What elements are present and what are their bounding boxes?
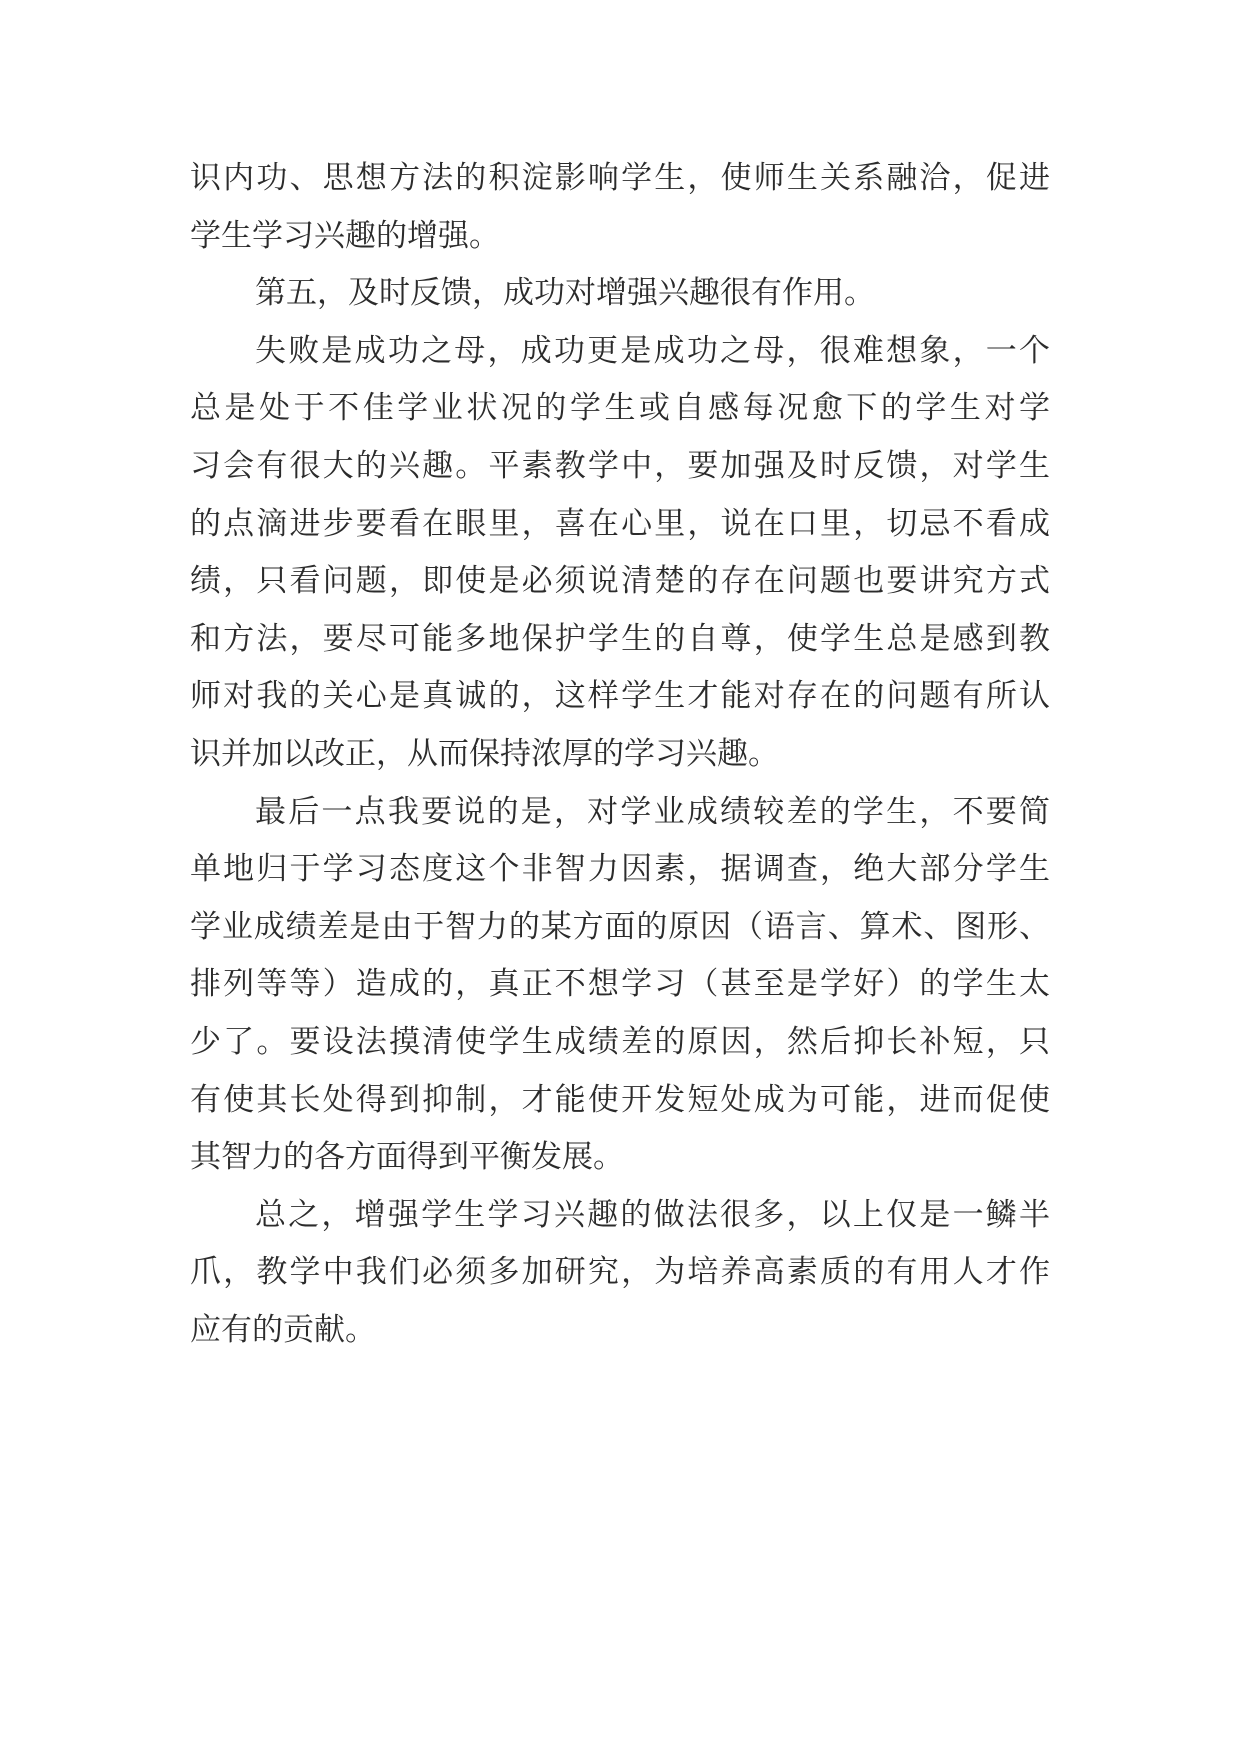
- text-line: 有使其长处得到抑制，才能使开发短处成为可能，进而促使: [190, 1081, 1050, 1118]
- text-line: 总之，增强学生学习兴趣的做法很多，以上仅是一鳞半: [255, 1196, 1050, 1233]
- text-line: 的点滴进步要看在眼里，喜在心里，说在口里，切忌不看成: [190, 505, 1050, 542]
- text-line: 师对我的关心是真诚的，这样学生才能对存在的问题有所认: [190, 678, 1050, 715]
- text-line: 单地归于学习态度这个非智力因素，据调查，绝大部分学生: [190, 851, 1050, 888]
- body-text: [190, 150, 1050, 1359]
- text-line: 习会有很大的兴趣。平素教学中，要加强及时反馈，对学生: [190, 447, 1050, 484]
- text-line: 其智力的各方面得到平衡发展。: [190, 1139, 624, 1176]
- text-line: 识内功、思想方法的积淀影响学生，使师生关系融洽，促进: [190, 160, 1050, 196]
- text-line: 少了。要设法摸清使学生成绩差的原因，然后抑长补短，只: [190, 1023, 1050, 1060]
- text-line: 爪，教学中我们必须多加研究，为培养高素质的有用人才作: [190, 1254, 1050, 1291]
- text-line: 排列等等）造成的，真正不想学习（甚至是学好）的学生太: [190, 966, 1050, 1003]
- text-line: 失败是成功之母，成功更是成功之母，很难想象，一个: [255, 332, 1050, 369]
- text-line: 学业成绩差是由于智力的某方面的原因（语言、算术、图形、: [190, 908, 1050, 945]
- text-line: 和方法，要尽可能多地保护学生的自尊，使学生总是感到教: [190, 620, 1050, 657]
- text-line: 最后一点我要说的是，对学业成绩较差的学生，不要简: [255, 793, 1050, 830]
- text-line: 学生学习兴趣的增强。: [190, 217, 500, 254]
- text-line: 总是处于不佳学业状况的学生或自感每况愈下的学生对学: [190, 390, 1050, 427]
- text-line: 识并加以改正，从而保持浓厚的学习兴趣。: [190, 735, 779, 772]
- text-line: 应有的贡献。: [190, 1311, 376, 1348]
- section-heading: 第五，及时反馈，成功对增强兴趣很有作用。: [255, 275, 875, 312]
- text-line: 绩，只看问题，即使是必须说清楚的存在问题也要讲究方式: [190, 563, 1050, 600]
